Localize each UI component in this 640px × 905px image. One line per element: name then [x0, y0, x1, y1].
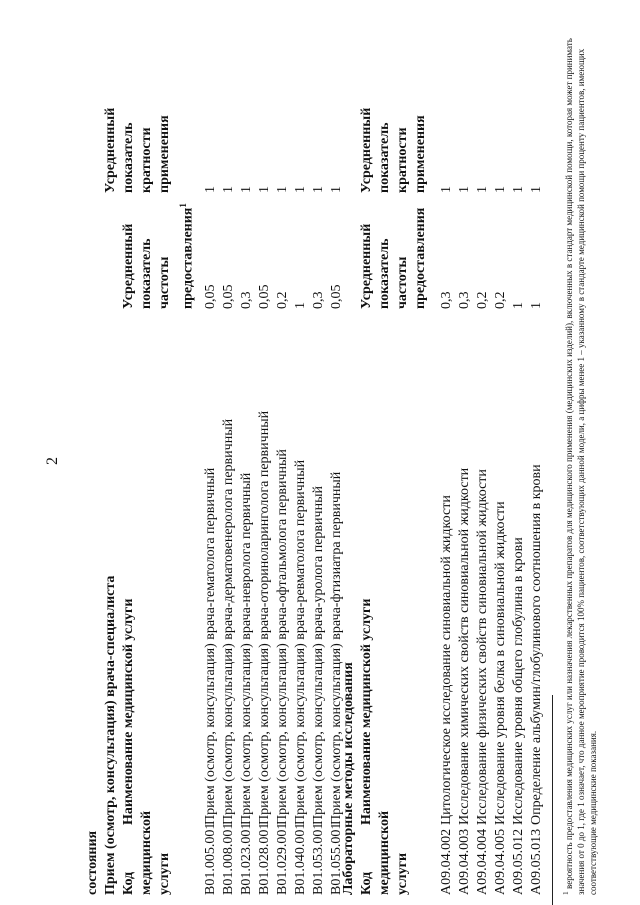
table-row [438, 15, 456, 895]
table-row [274, 15, 292, 895]
header-code: Код медицинской услуги [359, 810, 410, 895]
multiplicity-value: 1 [529, 186, 544, 193]
frequency-value: 0,2 [493, 291, 508, 309]
service-code: A09.05.012 [511, 828, 526, 895]
multiplicity-value: 1 [275, 186, 290, 193]
footnote-text: вероятность предоставления медицинских услуг или назначения лекарственных препаратов для медицинского применения (медицинских изделий), включенных в стандарт медицинской помощи, которая может принимать значения от 0 до 1, где 1 означает, что данное мероприятие проводится 100% пациентов, соответствующих данной модели, а цифры менее 1 – указанному в стандарте медицинской помощи проценту пациентов, имеющих соответствующие медицинские показания. [564, 38, 598, 895]
multiplicity-value: 1 [257, 186, 272, 193]
table-row [456, 15, 474, 895]
service-name: Исследование химических свойств синовиальной жидкости [457, 467, 472, 825]
section-title-lab-methods: Лабораторные методы исследования [341, 662, 356, 895]
frequency-value: 1 [293, 302, 308, 309]
service-code: A09.04.002 [439, 828, 454, 895]
frequency-value: 0,3 [457, 291, 472, 309]
frequency-value: 0,3 [239, 291, 254, 309]
table-row [510, 15, 528, 895]
consultations-table-body [202, 15, 346, 895]
table-row [310, 15, 328, 895]
table-row [238, 15, 256, 895]
service-code: B01.029.001 [275, 822, 290, 895]
frequency-value: 0,05 [257, 284, 272, 309]
service-code: A09.05.013 [529, 828, 544, 895]
service-code: B01.028.001 [257, 822, 272, 895]
multiplicity-value: 1 [457, 186, 472, 193]
footnote [560, 15, 599, 895]
header-frequency: Усредненный показатель частоты предоставления [359, 207, 428, 309]
lab-methods-table [358, 15, 548, 895]
service-name: Прием (осмотр, консультация) врача-уролога первичный [311, 486, 326, 825]
service-name: Цитологическое исследование синовиальной жидкости [439, 495, 454, 825]
frequency-value: 0,2 [475, 291, 490, 309]
frequency-value: 0,05 [203, 284, 218, 309]
table-row [220, 15, 238, 895]
service-name: Исследование физических свойств синовиальной жидкости [475, 469, 490, 825]
multiplicity-value: 1 [439, 186, 454, 193]
service-name: Прием (осмотр, консультация) врача-невролога первичный [239, 472, 254, 825]
table-row [292, 15, 310, 895]
service-name: Исследование уровня общего глобулина в крови [511, 537, 526, 825]
multiplicity-value: 1 [239, 186, 254, 193]
multiplicity-value: 1 [493, 186, 508, 193]
service-code: B01.023.001 [239, 822, 254, 895]
service-name: Прием (осмотр, консультация) врача-гематолога первичный [203, 467, 218, 825]
multiplicity-value: 1 [511, 186, 526, 193]
multiplicity-value: 1 [329, 186, 344, 193]
frequency-value: 1 [511, 302, 526, 309]
table-row [528, 15, 546, 895]
header-multiplicity: Усредненный показатель кратности применения [359, 107, 428, 193]
service-name: Прием (осмотр, консультация) врача-ревматолога первичный [293, 459, 308, 825]
frequency-value: 0,05 [221, 284, 236, 309]
service-code: B01.040.001 [293, 822, 308, 895]
multiplicity-value: 1 [293, 186, 308, 193]
table-row [256, 15, 274, 895]
lab-methods-table-body [438, 15, 546, 895]
header-frequency: Усредненный показатель частоты предоставления$^1$ [121, 203, 196, 309]
header-multiplicity: Усредненный показатель кратности применения [103, 107, 172, 193]
multiplicity-value: 1 [203, 186, 218, 193]
table-row [202, 15, 220, 895]
service-name: Прием (осмотр, консультация) врача-дерматовенеролога первичный [221, 418, 236, 825]
service-name: Определение альбумин/глобулинового соотношения в крови [529, 464, 544, 825]
frequency-value: 1 [529, 302, 544, 309]
service-code: A09.04.004 [475, 828, 490, 895]
service-code: B01.005.001 [203, 822, 218, 895]
service-name: Прием (осмотр, консультация) врача-фтизиатра первичный [329, 471, 344, 825]
header-code: Код медицинской услуги [121, 810, 172, 895]
multiplicity-value: 1 [311, 186, 326, 193]
state-tail-text: состояния [85, 830, 100, 895]
service-code: B01.055.001 [329, 822, 344, 895]
service-name: Исследование уровня белка в синовиальной жидкости [493, 501, 508, 825]
service-code: A09.04.005 [493, 828, 508, 895]
frequency-value: 0,3 [311, 291, 326, 309]
page-number: 2 [44, 457, 61, 465]
service-name: Прием (осмотр, консультация) врача-оториноларинголога первичный [257, 410, 272, 825]
table-row [474, 15, 492, 895]
service-code: A09.04.003 [457, 828, 472, 895]
service-name: Прием (осмотр, консультация) врача-офтальмолога первичный [275, 449, 290, 825]
frequency-value: 0,2 [275, 291, 290, 309]
multiplicity-value: 1 [475, 186, 490, 193]
service-code: B01.053.001 [311, 822, 326, 895]
section-title-consultations: Прием (осмотр, консультация) врача-специалиста [103, 575, 118, 895]
header-name: Наименование медицинской услуги [359, 598, 374, 825]
service-code: B01.008.001 [221, 822, 236, 895]
footnote-divider [552, 695, 553, 905]
header-name: Наименование медицинской услуги [121, 598, 136, 825]
lab-methods-table-header [358, 15, 438, 895]
table-row [492, 15, 510, 895]
frequency-value: 0,05 [329, 284, 344, 309]
frequency-value: 0,3 [439, 291, 454, 309]
multiplicity-value: 1 [221, 186, 236, 193]
footnote-marker: 1 [561, 891, 570, 895]
